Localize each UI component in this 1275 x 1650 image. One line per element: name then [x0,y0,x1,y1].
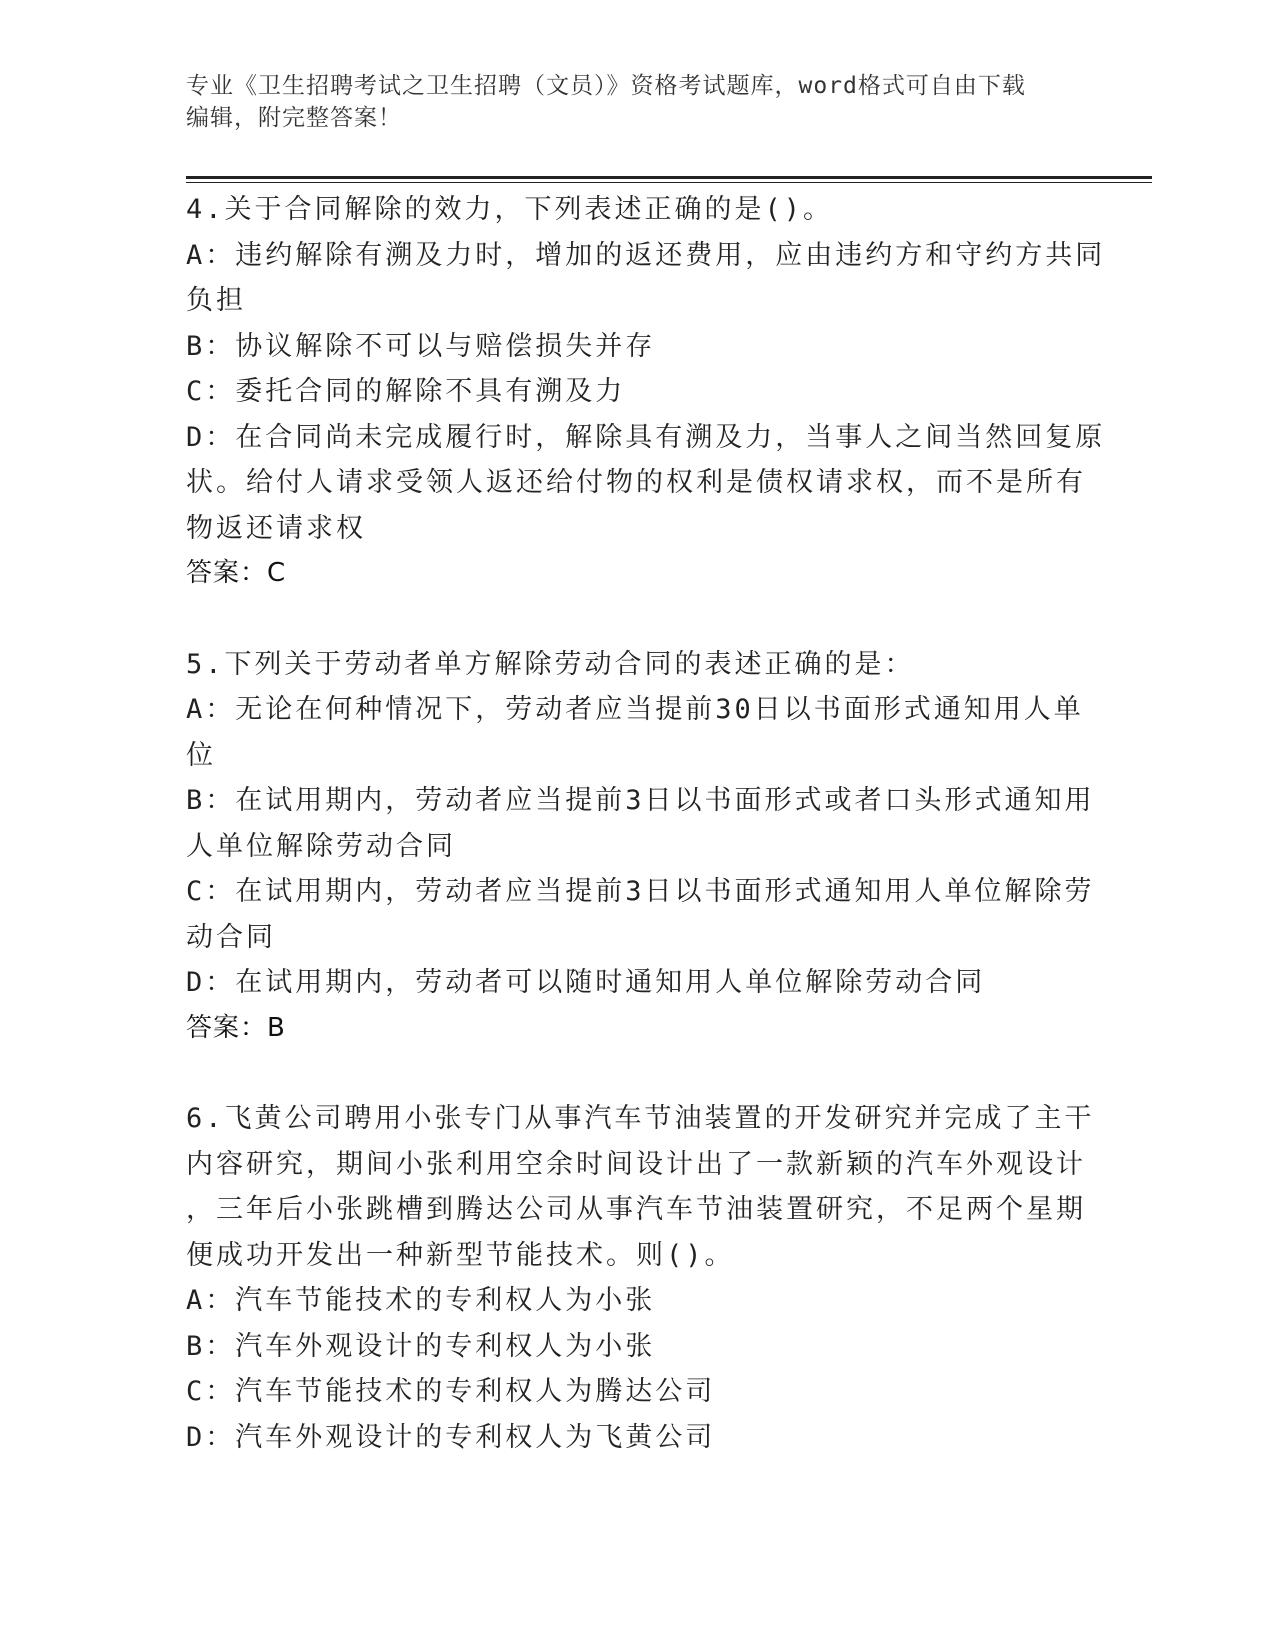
spacer [186,597,1086,642]
question-4-option-c: C：委托合同的解除不具有溯及力 [186,376,626,407]
question-4-option-d: D：在合同尚未完成履行时，解除具有溯及力，当事人之间当然回复原 [186,421,1106,453]
question-5 [186,642,1095,1052]
question-5-option-c: C：在试用期内，劳动者应当提前3日以书面形式通知用人单位解除劳 [186,876,1095,907]
question-4-option-d-cont-1: 状。给付人请求受领人返还给付物的权利是债权请求权，而不是所有 [186,467,1086,498]
question-5-option-b-cont: 人单位解除劳动合同 [186,830,456,862]
question-6-stem-3: ，三年后小张跳槽到腾达公司从事汽车节油装置研究，不足两个星期 [186,1194,1086,1225]
question-5-stem: 5.下列关于劳动者单方解除劳动合同的表述正确的是： [186,648,915,680]
question-5-option-a: A：无论在何种情况下，劳动者应当提前30日以书面形式通知用人单 [186,694,1084,725]
question-6 [186,1096,1095,1460]
question-4-option-a-cont: 负担 [186,285,246,316]
question-6-option-c: C：汽车节能技术的专利权人为腾达公司 [186,1376,716,1407]
question-4-option-d-cont-2: 物返还请求权 [186,512,366,544]
header-divider-thick [186,176,1152,179]
question-6-option-a: A：汽车节能技术的专利权人为小张 [186,1285,656,1316]
question-5-option-b: B：在试用期内，劳动者应当提前3日以书面形式或者口头形式通知用 [186,785,1095,816]
question-4 [186,187,1106,597]
question-5-option-c-cont: 动合同 [186,921,276,953]
question-4-stem: 4.关于合同解除的效力，下列表述正确的是()。 [186,194,834,225]
question-list [186,187,1106,1460]
question-4-answer: 答案：C [186,558,287,588]
header-line-1: 专业《卫生招聘考试之卫生招聘（文员）》资格考试题库，word格式可自由下载 [186,73,1026,99]
spacer [186,1051,1086,1096]
question-5-answer: 答案：B [186,1012,286,1043]
question-5-option-a-cont: 位 [186,739,216,771]
document-header [186,70,1066,134]
question-6-stem-1: 6.飞黄公司聘用小张专门从事汽车节油装置的开发研究并完成了主干 [186,1103,1095,1134]
question-6-stem-2: 内容研究，期间小张利用空余时间设计出了一款新颖的汽车外观设计 [186,1148,1086,1180]
question-6-option-b: B：汽车外观设计的专利权人为小张 [186,1330,656,1362]
header-divider-thin [186,182,1152,183]
question-6-stem-4: 便成功开发出一种新型节能技术。则()。 [186,1239,735,1271]
question-6-option-d: D：汽车外观设计的专利权人为飞黄公司 [186,1421,716,1453]
question-5-option-d: D：在试用期内，劳动者可以随时通知用人单位解除劳动合同 [186,967,986,998]
header-line-2: 编辑，附完整答案！ [186,105,402,131]
question-4-option-a: A：违约解除有溯及力时，增加的返还费用，应由违约方和守约方共同 [186,239,1106,271]
question-4-option-b: B：协议解除不可以与赔偿损失并存 [186,330,656,362]
